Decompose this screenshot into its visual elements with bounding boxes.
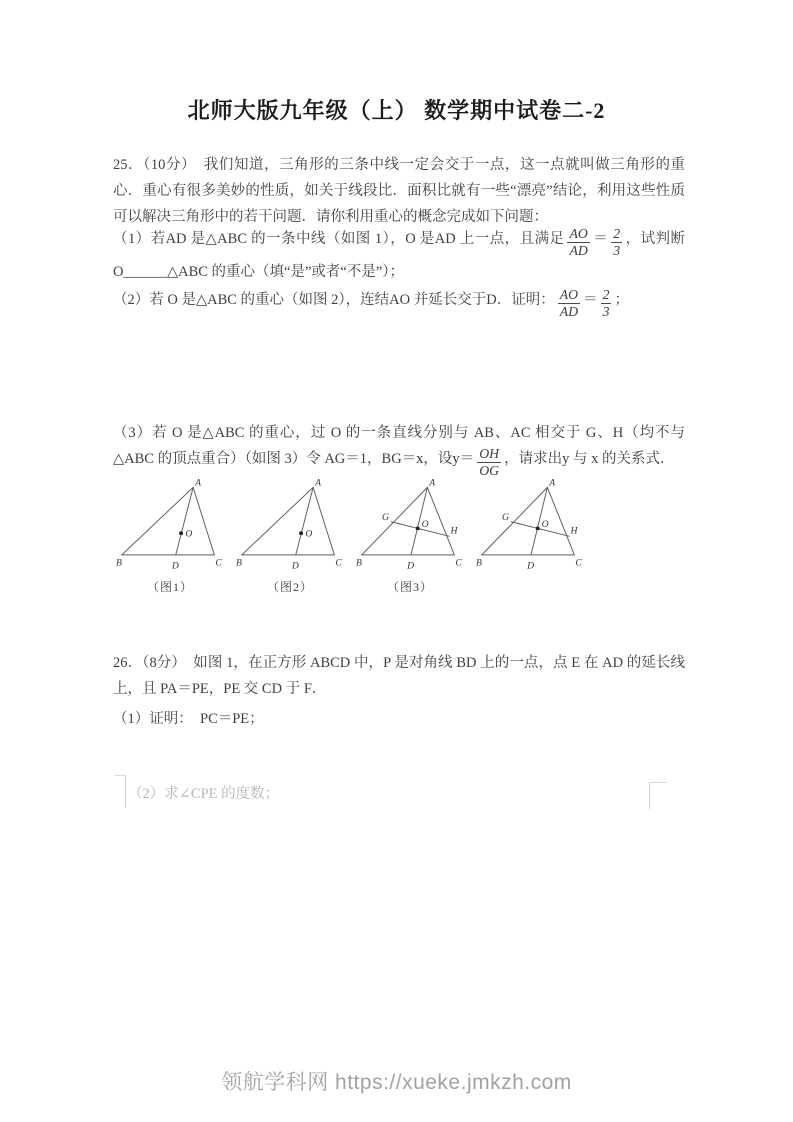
fraction-numerator: 2 xyxy=(602,287,610,302)
q25-part3-text-post: ，请求出y 与 x 的关系式． xyxy=(504,451,675,468)
point-label-h: H xyxy=(450,525,458,537)
vertex-label-c: C xyxy=(335,557,342,569)
q26-part1: （1）证明： PC＝PE； xyxy=(113,711,264,727)
fraction-denominator: 3 xyxy=(602,303,610,319)
q25-part3-text-pre: （3）若 O 是△ABC 的重心，过 O 的一条直线分别与 AB、AC 相交于 G、H（均不与△ABC 的顶点重合）（如图 3）令 AG＝1，BG＝x，设y＝ xyxy=(113,425,685,468)
crop-mark-right xyxy=(649,782,667,809)
fraction-2-3 xyxy=(611,226,622,259)
fraction-denominator: AD xyxy=(569,242,588,258)
q26-part2: （2）求∠CPE 的度数； xyxy=(128,786,280,802)
vertex-label-a: A xyxy=(195,477,201,489)
point-label-d: D xyxy=(407,560,415,572)
crop-mark-left xyxy=(115,775,126,808)
point-label-d: D xyxy=(527,560,535,572)
point-label-g: G xyxy=(502,512,509,524)
vertex-label-c: C xyxy=(575,557,582,569)
equals-sign: ＝ xyxy=(592,231,609,248)
fraction-2-3 xyxy=(601,287,612,320)
fraction-ao-ad xyxy=(567,226,589,259)
triangle-centroid-line-diagram xyxy=(476,474,584,576)
triangle-centroid-line-diagram xyxy=(356,474,464,576)
fraction-denominator: 3 xyxy=(613,242,621,258)
vertex-label-c: C xyxy=(455,557,462,569)
q25-part2 xyxy=(113,287,685,320)
equals-sign: ＝ xyxy=(583,292,598,309)
vertex-label-b: B xyxy=(476,557,482,569)
vertex-label-b: B xyxy=(236,557,242,569)
vertex-label-a: A xyxy=(549,477,556,489)
point-label-o: O xyxy=(541,518,549,530)
vertex-label-b: B xyxy=(356,557,362,569)
q26-intro: 26．（8分） 如图 1，在正方形 ABCD 中，P 是对角线 BD 上的一点，点 E 在 AD 的延长线上，且 PA＝PE，PE 交 CD 于 F． xyxy=(113,655,685,697)
fraction-denominator: OG xyxy=(479,462,500,478)
q25-part1-text-pre: （1）若AD 是△ABC 的一条中线（如图 1），O 是AD 上一点，且满足 xyxy=(113,231,565,248)
page-title: 北师大版九年级（上） 数学期中试卷二-2 xyxy=(187,98,606,123)
point-label-o: O xyxy=(305,528,313,540)
vertex-label-a: A xyxy=(429,477,436,489)
fraction-numerator: 2 xyxy=(613,226,621,241)
fraction-numerator: OH xyxy=(479,446,500,461)
q25-part3 xyxy=(113,420,685,479)
figure-2 xyxy=(236,474,344,595)
figure-1 xyxy=(116,474,224,595)
fraction-ao-ad xyxy=(558,287,580,320)
q25-figures-row xyxy=(116,474,584,595)
figure-1-caption: （图1） xyxy=(146,580,193,594)
fraction-denominator: AD xyxy=(559,303,579,319)
vertex-label-b: B xyxy=(116,557,122,569)
vertex-label-c: C xyxy=(215,557,222,569)
point-label-o: O xyxy=(421,518,429,530)
q25-part1 xyxy=(113,226,689,285)
figure-2-caption: （图2） xyxy=(266,580,313,594)
point-label-g: G xyxy=(382,512,389,524)
figure-4 xyxy=(476,474,584,595)
point-label-h: H xyxy=(570,525,578,537)
point-label-o: O xyxy=(185,528,193,540)
fraction-numerator: AO xyxy=(569,226,588,241)
footer-watermark: 领航学科网 https://xueke.jmkzh.com xyxy=(221,1071,572,1094)
q25-part2-text-pre: （2）若 O 是△ABC 的重心（如图 2），连结AO 并延长交于D．证明： xyxy=(113,292,555,309)
figure-3-caption: （图3） xyxy=(386,580,433,594)
q25-part1-text-post: ，试判断 O______△ABC 的重心（填“是”或者“不是”）； xyxy=(113,231,689,280)
fraction-numerator: AO xyxy=(559,287,579,302)
q25-part2-text-post: ； xyxy=(614,292,629,309)
triangle-median-diagram xyxy=(116,474,224,576)
vertex-label-a: A xyxy=(315,477,321,489)
q25-intro: 25．（10分） 我们知道，三角形的三条中线一定会交于一点，这一点就叫做三角形的重心．重心有很多美妙的性质，如关于线段比．面积比就有一些“漂亮”结论，利用这些性质可以解决三角形中的若干问题．请你利用重心的概念完成如下问题： xyxy=(113,157,685,225)
point-label-d: D xyxy=(291,560,299,572)
figure-3 xyxy=(356,474,464,595)
point-label-d: D xyxy=(171,560,179,572)
triangle-median-diagram xyxy=(236,474,344,576)
